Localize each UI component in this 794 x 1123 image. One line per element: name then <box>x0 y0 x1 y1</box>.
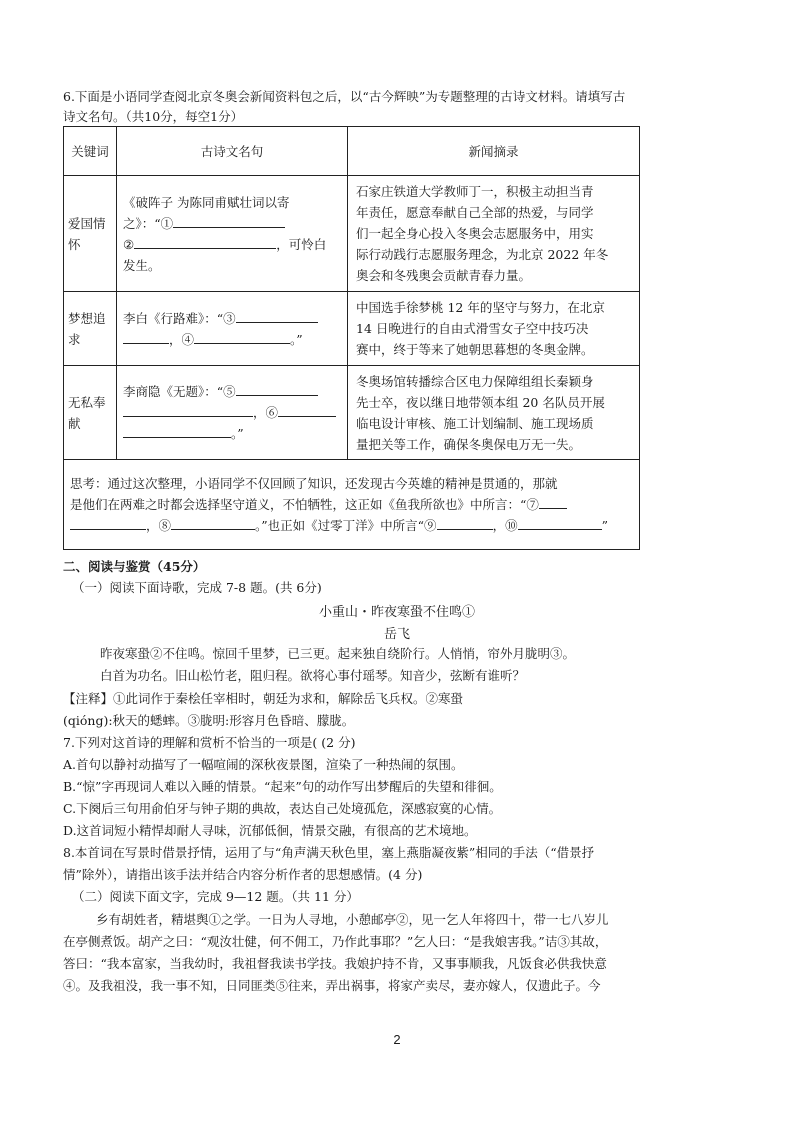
think-text: 是他们在两难之时都会选择坚守道义，不怕牺牲，这正如《鱼我所欲也》中所言：“⑦ <box>70 497 539 512</box>
q7-option-a: A.首句以静衬动描写了一幅喧闹的深秋夜景图，渲染了一种热闹的氛围。 <box>63 757 464 772</box>
row-keyword: 无私奉献 <box>64 366 117 460</box>
news-line: 临电设计审核、施工计划编制、施工现场质 <box>356 415 594 431</box>
think-text: ，⑩ <box>492 518 518 533</box>
q8-line2: 情”除外），请指出该手法并结合内容分析作者的思想感情。(4 分) <box>63 867 423 882</box>
poem-line: ② ，可怜白 <box>123 234 341 255</box>
poem-line: 发生。 <box>123 257 161 273</box>
poem-line: 《破阵子 为陈同甫赋壮词以寄 <box>123 194 290 210</box>
poem-line1: 昨夜寒蛩②不住鸣。惊回千里梦，已三更。起来独自绕阶行。人悄悄，帘外月胧明③。 <box>100 646 576 661</box>
prose-line2: 在亭侧煮饭。胡产之曰：“观汝壮健，何不佣工，乃作此事耶？”乞人曰：“是我娘害我。”诘③其故， <box>63 934 608 949</box>
poem-text: ，④ <box>169 331 195 347</box>
news-line: 石家庄铁道大学教师丁一，积极主动担当青 <box>356 184 594 199</box>
think-line: 思考：通过这次整理，小语同学不仅回顾了知识，还发现古今英雄的精神是贯通的，那就 <box>70 476 558 491</box>
answer-blank-6b[interactable] <box>123 423 231 438</box>
poem-line2: 白首为功名。旧山松竹老，阻归程。欲将心事付瑶琴。知音少，弦断有谁听？ <box>100 668 526 683</box>
think-row <box>64 460 640 550</box>
row-poem <box>117 176 348 292</box>
news-line: 中国选手徐梦桃 12 年的坚守与努力，在北京 <box>356 300 605 315</box>
row-news <box>348 176 640 292</box>
news-line: 年责任，愿意奉献自己全部的热爱，与同学 <box>356 205 594 220</box>
page-number: 2 <box>393 1032 401 1047</box>
news-line: 赛中，终于等来了她朝思暮想的冬奥金牌。 <box>356 342 594 357</box>
table-row <box>64 366 640 460</box>
answer-blank-5[interactable] <box>236 381 318 396</box>
poem-text: 之》：“① <box>123 215 174 231</box>
answer-blank-3[interactable] <box>236 308 318 323</box>
news-line: 冬奥场馆转播综合区电力保障组组长秦颖身 <box>356 373 594 389</box>
q6-intro-line2: 诗文名句。（共10分，每空1分） <box>63 109 244 124</box>
q6-intro-line1: 6.下面是小语同学查阅北京冬奥会新闻资料包之后，以“古今辉映”为专题整理的古诗文材料。请填写古 <box>63 89 626 104</box>
poem-author: 岳飞 <box>383 627 410 642</box>
q6-table <box>63 126 640 550</box>
row-poem <box>117 292 348 366</box>
poem-text: 李白《行路难》：“③ <box>123 310 236 326</box>
row-poem <box>117 366 348 460</box>
table-row <box>64 176 640 292</box>
poem-text: 。” <box>231 426 244 441</box>
q7-option-b: B.“惊”字再现词人难以入睡的情景。“起来”句的动作写出梦醒后的失望和徘徊。 <box>63 779 502 794</box>
prose-line1: 乡有胡姓者，精堪舆①之学。一日为人寻地，小憩邮亭②，见一乞人年将四十，带一七八岁儿 <box>96 912 609 927</box>
answer-blank-6[interactable] <box>278 402 336 417</box>
table-row <box>64 292 640 366</box>
answer-blank-10[interactable] <box>518 515 602 530</box>
poem-line <box>123 308 341 329</box>
header-news: 新闻摘录 <box>348 127 640 176</box>
header-poem: 古诗文名句 <box>117 127 348 176</box>
poem-note-line2: (qióng):秋天的蟋蟀。③胧明:形容月色昏暗、朦胧。 <box>63 713 355 728</box>
poem-line <box>123 213 341 234</box>
poem-line <box>123 423 341 444</box>
answer-blank-9[interactable] <box>437 515 493 530</box>
answer-blank-4[interactable] <box>194 329 290 344</box>
news-line: 量把关等工作，确保冬奥保电万无一失。 <box>356 436 582 452</box>
poem-text: 李商隐《无题》：“⑤ <box>123 384 236 399</box>
q7-option-d: D.这首词短小精悍却耐人寻味，沉郁低徊，情景交融，有很高的艺术境地。 <box>63 823 477 838</box>
poem-line <box>123 381 341 402</box>
poem-line <box>123 329 341 350</box>
answer-blank-7b[interactable] <box>70 515 146 530</box>
poem-text: ，可怜白 <box>276 236 327 252</box>
news-line: 14 日晚进行的自由式滑雪女子空中技巧决 <box>356 321 589 336</box>
table-header-row <box>64 127 640 176</box>
think-text: ，⑧ <box>146 518 172 533</box>
part1-heading: （一）阅读下面诗歌，完成 7-8 题。(共 6分) <box>72 580 322 595</box>
poem-title: 小重山・昨夜寒蛩不住鸣① <box>318 605 475 620</box>
q7-stem: 7.下列对这首诗的理解和赏析不恰当的一项是( (2 分) <box>63 735 356 750</box>
answer-blank-3b[interactable] <box>123 329 169 344</box>
answer-blank-5b[interactable] <box>123 402 253 417</box>
part2-heading: （二）阅读下面文字，完成 9—12 题。（共 11 分） <box>72 889 359 904</box>
row-news <box>348 292 640 366</box>
poem-text: ，⑥ <box>253 405 279 420</box>
news-line: 们一起全身心投入冬奥会志愿服务中，用实 <box>356 226 594 241</box>
news-line: 奥会和冬残奥会贡献青春力量。 <box>356 268 532 283</box>
think-text: ” <box>601 518 608 533</box>
prose-line3: 答曰：“我本富家，当我幼时，我祖督我读书学技。我娘护持不肯，又事事顺我，凡饭食必供我快意 <box>63 956 607 971</box>
header-keyword: 关键词 <box>64 127 117 176</box>
think-line <box>70 515 633 536</box>
row-keyword: 爱国情怀 <box>64 176 117 292</box>
poem-line <box>123 402 341 423</box>
news-line: 先士卒，夜以继日地带领本组 20 名队员开展 <box>356 394 605 410</box>
row-keyword: 梦想追求 <box>64 292 117 366</box>
answer-blank-1[interactable] <box>173 213 285 228</box>
q7-option-c: C.下阕后三句用俞伯牙与钟子期的典故，表达自己处境孤危，深感寂寞的心情。 <box>63 801 502 816</box>
think-text: 。”也正如《过零丁洋》中所言“⑨ <box>255 518 437 533</box>
prose-line4: ④。及我祖没，我一事不知，日同匪类⑤往来，弄出祸事，将家产卖尽，妻亦嫁人，仅遗此子。今 <box>63 978 601 993</box>
answer-blank-2[interactable] <box>134 234 276 249</box>
think-line <box>70 494 633 515</box>
answer-blank-7[interactable] <box>539 494 567 509</box>
poem-note-line1: 【注释】①此词作于秦桧任宰相时，朝廷为求和，解除岳飞兵权。②寒蛩 <box>63 691 464 706</box>
section-heading: 二、阅读与鉴赏（45分） <box>63 559 206 574</box>
poem-text: 。” <box>290 331 303 347</box>
answer-blank-8[interactable] <box>171 515 255 530</box>
news-line: 际行动践行志愿服务理念，为北京 2022 年冬 <box>356 247 609 262</box>
row-news <box>348 366 640 460</box>
q8-line1: 8.本首词在写景时借景抒情，运用了与“角声满天秋色里，塞上燕脂凝夜紫”相同的手法（“借景抒 <box>63 845 595 860</box>
think-cell <box>64 460 640 550</box>
